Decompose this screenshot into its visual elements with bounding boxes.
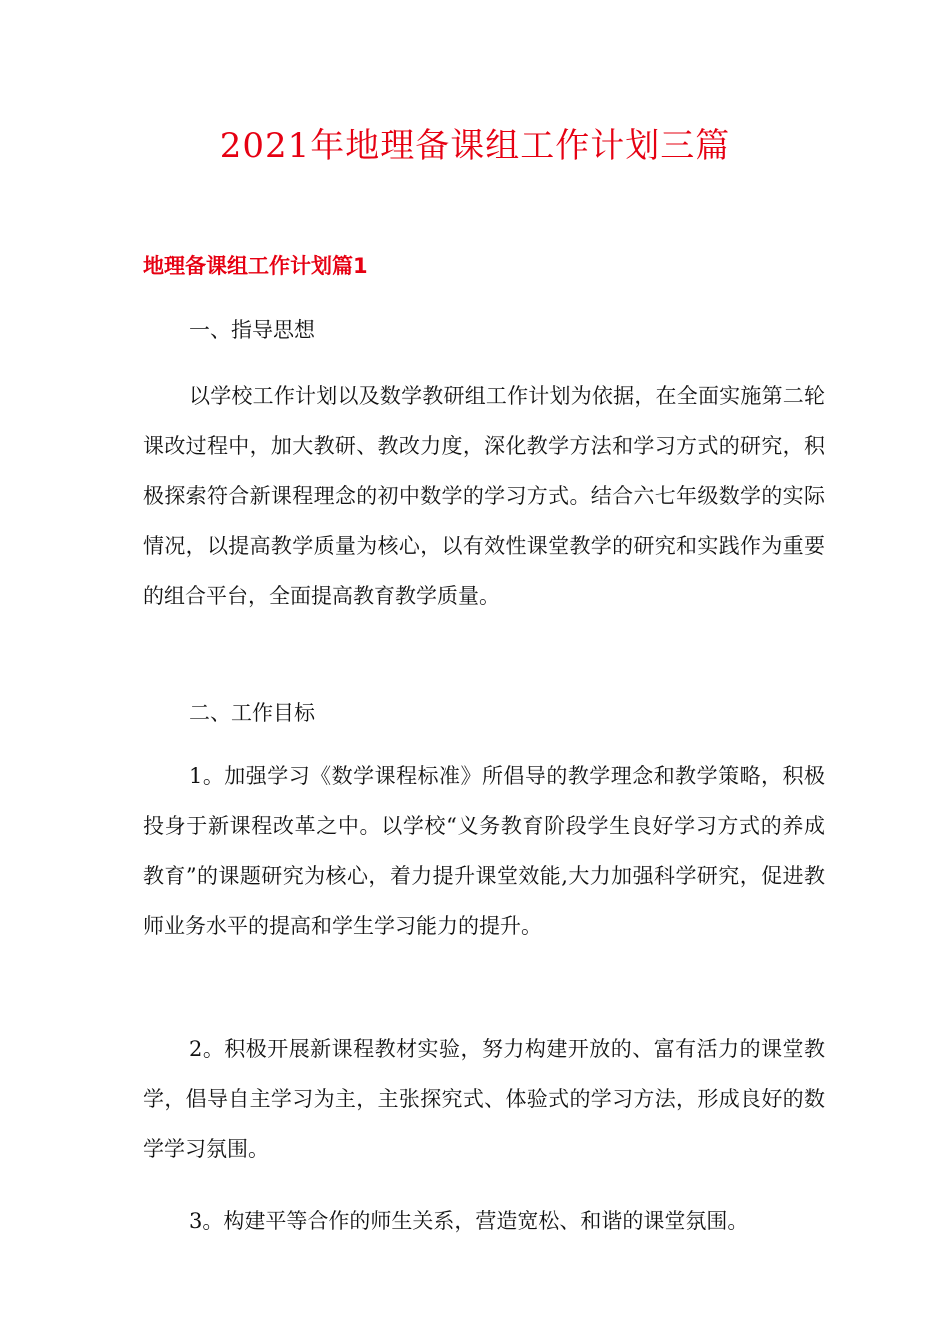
paragraph-goal-1: 1。加强学习《数学课程标准》所倡导的教学理念和教学策略，积极投身于新课程改革之中。以学校“义务教育阶段学生良好学习方式的养成教育”的课题研究为核心，着力提升课堂效能,大力加强科学研究，促进教师业务水平的提高和学生学习能力的提升。 bbox=[143, 764, 825, 938]
subheading-work-goals: 二、工作目标 bbox=[189, 701, 315, 725]
paragraph-goal-3: 3。构建平等合作的师生关系，营造宽松、和谐的课堂氛围。 bbox=[189, 1209, 749, 1233]
document-title: 2021年地理备课组工作计划三篇 bbox=[219, 126, 731, 166]
paragraph-guiding-ideology: 以学校工作计划以及数学教研组工作计划为依据，在全面实施第二轮课改过程中，加大教研、教改力度，深化教学方法和学习方式的研究，积极探索符合新课程理念的初中数学的学习方式。结合六七年级数学的实际情况，以提高教学质量为核心，以有效性课堂教学的研究和实践作为重要的组合平台，全面提高教育教学质量。 bbox=[143, 384, 825, 608]
paragraph-goal-2: 2。积极开展新课程教材实验，努力构建开放的、富有活力的课堂教学，倡导自主学习为主，主张探究式、体验式的学习方法，形成良好的数学学习氛围。 bbox=[143, 1037, 825, 1161]
subheading-guiding-ideology: 一、指导思想 bbox=[189, 318, 315, 342]
section-heading: 地理备课组工作计划篇1 bbox=[143, 254, 368, 278]
